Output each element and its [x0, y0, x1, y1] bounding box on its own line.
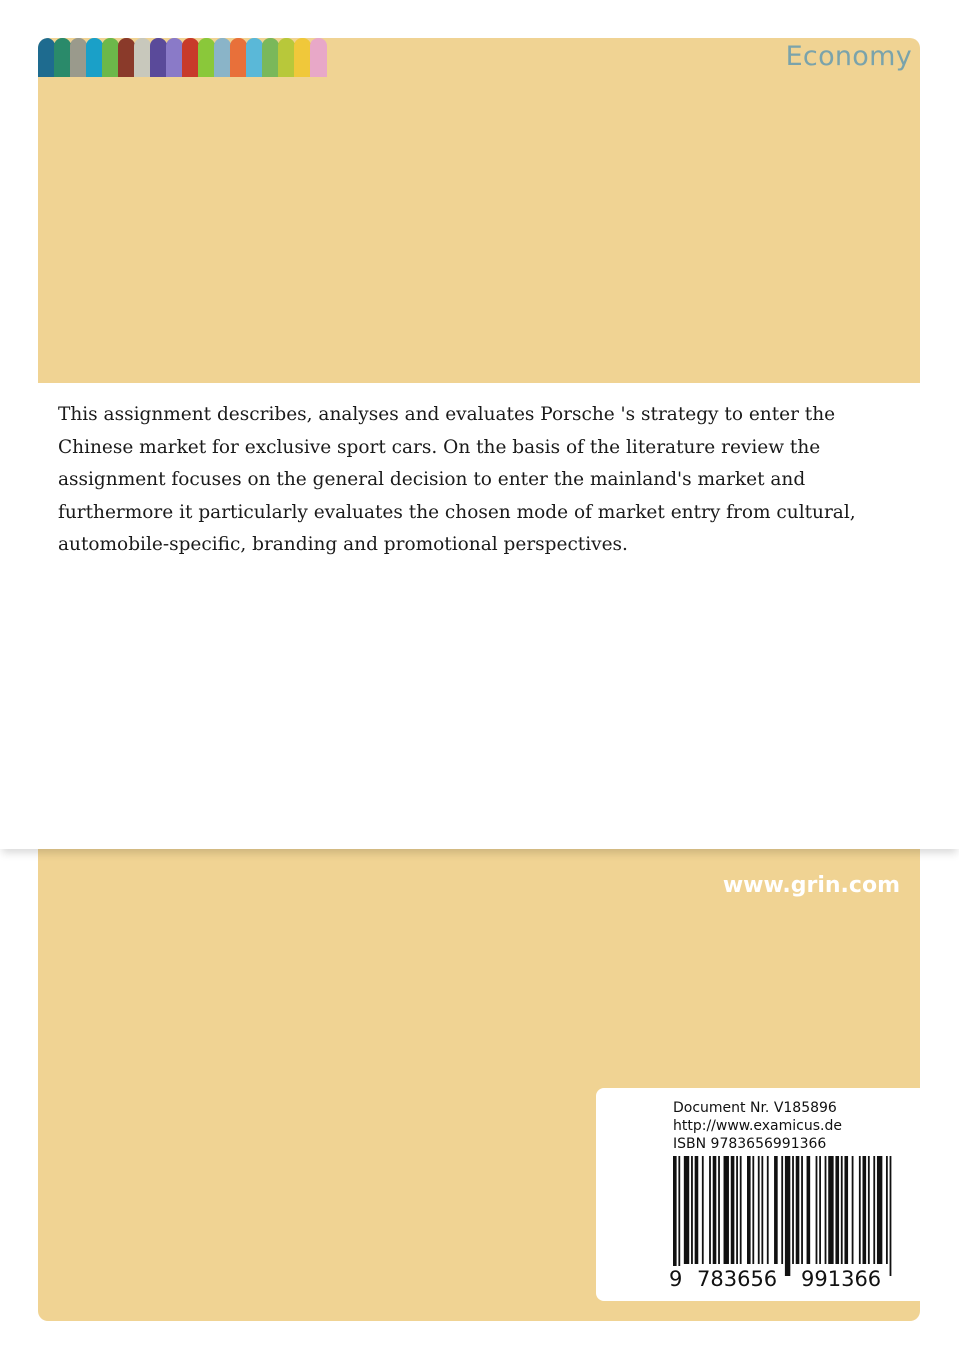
barcode-bar — [724, 1156, 729, 1264]
barcode-bar — [890, 1156, 892, 1276]
color-tab — [134, 38, 151, 77]
barcode-bar — [767, 1156, 769, 1264]
barcode-bar — [852, 1156, 854, 1264]
color-tab — [246, 38, 263, 77]
isbn: ISBN 9783656991366 — [673, 1136, 827, 1152]
color-tab — [166, 38, 183, 77]
color-tab — [150, 38, 167, 77]
color-tab — [278, 38, 295, 77]
color-tab — [102, 38, 119, 77]
publisher-website: www.grin.com — [722, 873, 900, 898]
description-band — [0, 383, 959, 849]
barcode-bar — [736, 1156, 738, 1264]
barcode-bar — [825, 1156, 827, 1264]
barcode-bar — [702, 1156, 704, 1264]
barcode-bar — [841, 1156, 843, 1264]
document-url: http://www.examicus.de — [673, 1118, 842, 1134]
color-tab — [182, 38, 199, 77]
book-description: This assignment describes, analyses and evaluates Porsche 's strategy to enter the Chinese market for exclusive sport cars. On the basis of the literature review the assignment focuses on the general decision to enter the mainland's market and furthermore it particularly evaluates the chosen mode of market entry from cultural, automobile-specific, branding and promotional perspectives. — [58, 404, 856, 555]
color-tab — [198, 38, 215, 77]
document-info — [673, 1099, 842, 1153]
barcode-bar — [868, 1156, 870, 1264]
barcode-bar — [863, 1156, 867, 1264]
color-tab — [38, 38, 55, 77]
barcode-bar — [684, 1156, 689, 1264]
barcode-bar — [785, 1156, 790, 1276]
color-tab — [118, 38, 135, 77]
barcode-bar — [873, 1156, 875, 1264]
document-number: Document Nr. V185896 — [673, 1100, 837, 1116]
barcode-bar — [740, 1156, 742, 1264]
barcode-bar — [695, 1156, 699, 1264]
barcode-bar — [886, 1156, 888, 1264]
color-tab-strip — [38, 38, 326, 77]
barcode-bar — [819, 1156, 821, 1264]
isbn-barcode — [673, 1156, 895, 1276]
barcode-bar — [796, 1156, 800, 1264]
barcode-bar — [774, 1156, 778, 1264]
barcode-bar — [691, 1156, 693, 1264]
barcode-bar — [678, 1156, 680, 1276]
barcode-bar — [758, 1156, 760, 1264]
barcode-bar — [792, 1156, 794, 1264]
color-tab — [230, 38, 247, 77]
barcode-bar — [673, 1156, 677, 1276]
color-tab — [262, 38, 279, 77]
barcode-bar — [761, 1156, 763, 1264]
color-tab — [310, 38, 327, 77]
color-tab — [54, 38, 71, 77]
barcode-bar — [781, 1156, 783, 1264]
barcode-group-2: 991366 — [801, 1267, 882, 1291]
barcode-bar — [752, 1156, 754, 1264]
barcode-bar — [718, 1156, 720, 1264]
barcode-bar — [859, 1156, 861, 1264]
barcode-bar — [835, 1156, 839, 1264]
document-info-box — [596, 1088, 920, 1301]
barcode-bar — [731, 1156, 735, 1264]
barcode-bar — [816, 1156, 818, 1264]
barcode-digits — [668, 1266, 900, 1292]
color-tab — [294, 38, 311, 77]
barcode-bar — [828, 1156, 833, 1264]
barcode-group-1: 783656 — [697, 1267, 778, 1291]
barcode-bar — [713, 1156, 717, 1264]
color-tab — [214, 38, 231, 77]
barcode-bar — [801, 1156, 803, 1264]
cover-top-panel — [38, 38, 920, 383]
barcode-first-digit: 9 — [669, 1267, 683, 1291]
category-label: Economy — [785, 41, 912, 72]
barcode-bar — [807, 1156, 811, 1264]
barcode-bar — [709, 1156, 711, 1264]
barcode-bar — [747, 1156, 751, 1264]
color-tab — [86, 38, 103, 77]
color-tab — [70, 38, 87, 77]
barcode-bar — [877, 1156, 882, 1264]
barcode-bar — [844, 1156, 848, 1264]
